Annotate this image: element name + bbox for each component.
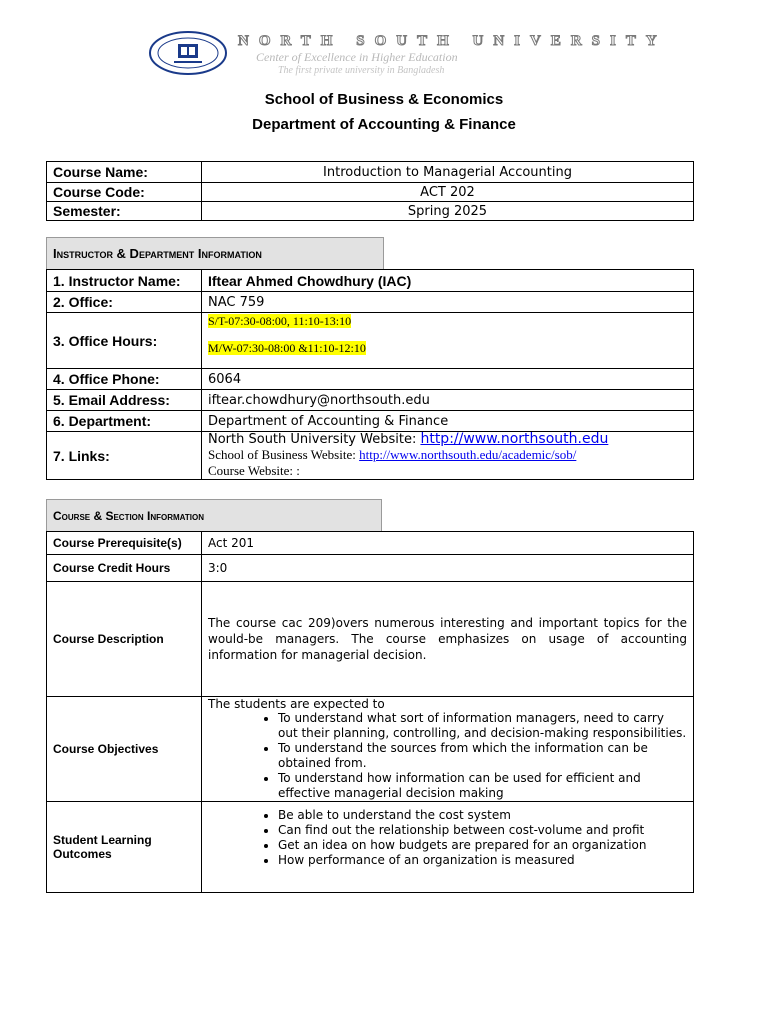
email-value[interactable]: iftear.chowdhury@northsouth.edu [202, 390, 694, 411]
course-table [46, 161, 694, 221]
course-description-value: The course cac 209)overs numerous interesting and important topics for the would-be managers. The course emphasizes on usage of accounting information for managerial decision. [202, 582, 694, 697]
list-item: • To understand how information can be used for efficient and effective managerial decision making [278, 771, 687, 801]
table-row [47, 555, 694, 582]
table-row [47, 411, 694, 432]
office-hours-line-1: S/T-07:30-08:00, 11:10-13:10 [208, 314, 352, 328]
instructor-table [46, 269, 694, 480]
course-section-header: Course & Section Information [46, 499, 382, 531]
list-item: • To understand what sort of information managers, need to carry out their planning, controlling, and decision-making responsibilities. [278, 711, 687, 741]
email-label: 5. Email Address: [47, 390, 202, 411]
office-phone-label: 4. Office Phone: [47, 369, 202, 390]
office-value: NAC 759 [202, 292, 694, 313]
office-hours-line-2: M/W-07:30-08:00 &11:10-12:10 [208, 341, 366, 355]
prerequisite-value: Act 201 [202, 532, 694, 555]
table-row [47, 390, 694, 411]
department-value: Department of Accounting & Finance [202, 411, 694, 432]
table-row [47, 162, 694, 183]
table-row [47, 432, 694, 480]
table-row [47, 532, 694, 555]
outcomes-list [208, 808, 687, 868]
university-wordmark [238, 33, 667, 77]
course-description-label: Course Description [47, 582, 202, 697]
course-name-value: Introduction to Managerial Accounting [202, 162, 694, 183]
sob-website-link[interactable]: http://www.northsouth.edu/academic/sob/ [359, 447, 577, 462]
table-row [47, 582, 694, 697]
credit-hours-value: 3:0 [202, 555, 694, 582]
learning-outcomes-value [202, 802, 694, 893]
instructor-name-value: Iftear Ahmed Chowdhury (IAC) [202, 270, 694, 292]
course-website-text: Course Website: : [208, 463, 300, 478]
table-row [47, 697, 694, 802]
course-code-label: Course Code: [47, 183, 202, 202]
table-row [47, 202, 694, 221]
table-row [47, 183, 694, 202]
links-label: 7. Links: [47, 432, 202, 480]
table-row [47, 270, 694, 292]
university-name: NORTH SOUTH UNIVERSITY [238, 33, 667, 49]
links-value [202, 432, 694, 480]
list-item: • How performance of an organization is measured [278, 853, 687, 868]
office-hours-value [202, 313, 694, 369]
office-phone-value: 6064 [202, 369, 694, 390]
instructor-name-label: 1. Instructor Name: [47, 270, 202, 292]
course-code-value: ACT 202 [202, 183, 694, 202]
department-label: 6. Department: [47, 411, 202, 432]
school-heading: School of Business & Economics [264, 91, 504, 108]
table-row [47, 292, 694, 313]
semester-label: Semester: [47, 202, 202, 221]
nsu-website-link[interactable]: http://www.northsouth.edu [420, 431, 609, 447]
list-item: • Be able to understand the cost system [278, 808, 687, 823]
prerequisite-label: Course Prerequisite(s) [47, 532, 202, 555]
nsu-website-prefix: North South University Website: [208, 432, 421, 447]
sob-website-prefix: School of Business Website: [208, 447, 360, 462]
learning-outcomes-label: Student Learning Outcomes [47, 802, 202, 893]
list-item: • Can find out the relationship between cost-volume and profit [278, 823, 687, 838]
list-item: • Get an idea on how budgets are prepared for an organization [278, 838, 687, 853]
university-subtagline: The first private university in Bangladesh [278, 65, 445, 76]
department-heading: Department of Accounting & Finance [252, 116, 516, 133]
instructor-section-header: Instructor & Department Information [46, 237, 384, 269]
course-objectives-label: Course Objectives [47, 697, 202, 802]
objectives-list [208, 711, 687, 801]
table-row [47, 313, 694, 369]
course-info-table [46, 531, 694, 893]
course-name-label: Course Name: [47, 162, 202, 183]
university-seal-logo [148, 30, 228, 76]
university-tagline: Center of Excellence in Higher Education [256, 50, 458, 64]
table-row [47, 369, 694, 390]
course-objectives-value [202, 697, 694, 802]
objectives-intro: The students are expected to [208, 697, 385, 711]
semester-value: Spring 2025 [202, 202, 694, 221]
table-row [47, 802, 694, 893]
office-hours-label: 3. Office Hours: [47, 313, 202, 369]
list-item: • To understand the sources from which the information can be obtained from. [278, 741, 687, 771]
office-label: 2. Office: [47, 292, 202, 313]
credit-hours-label: Course Credit Hours [47, 555, 202, 582]
